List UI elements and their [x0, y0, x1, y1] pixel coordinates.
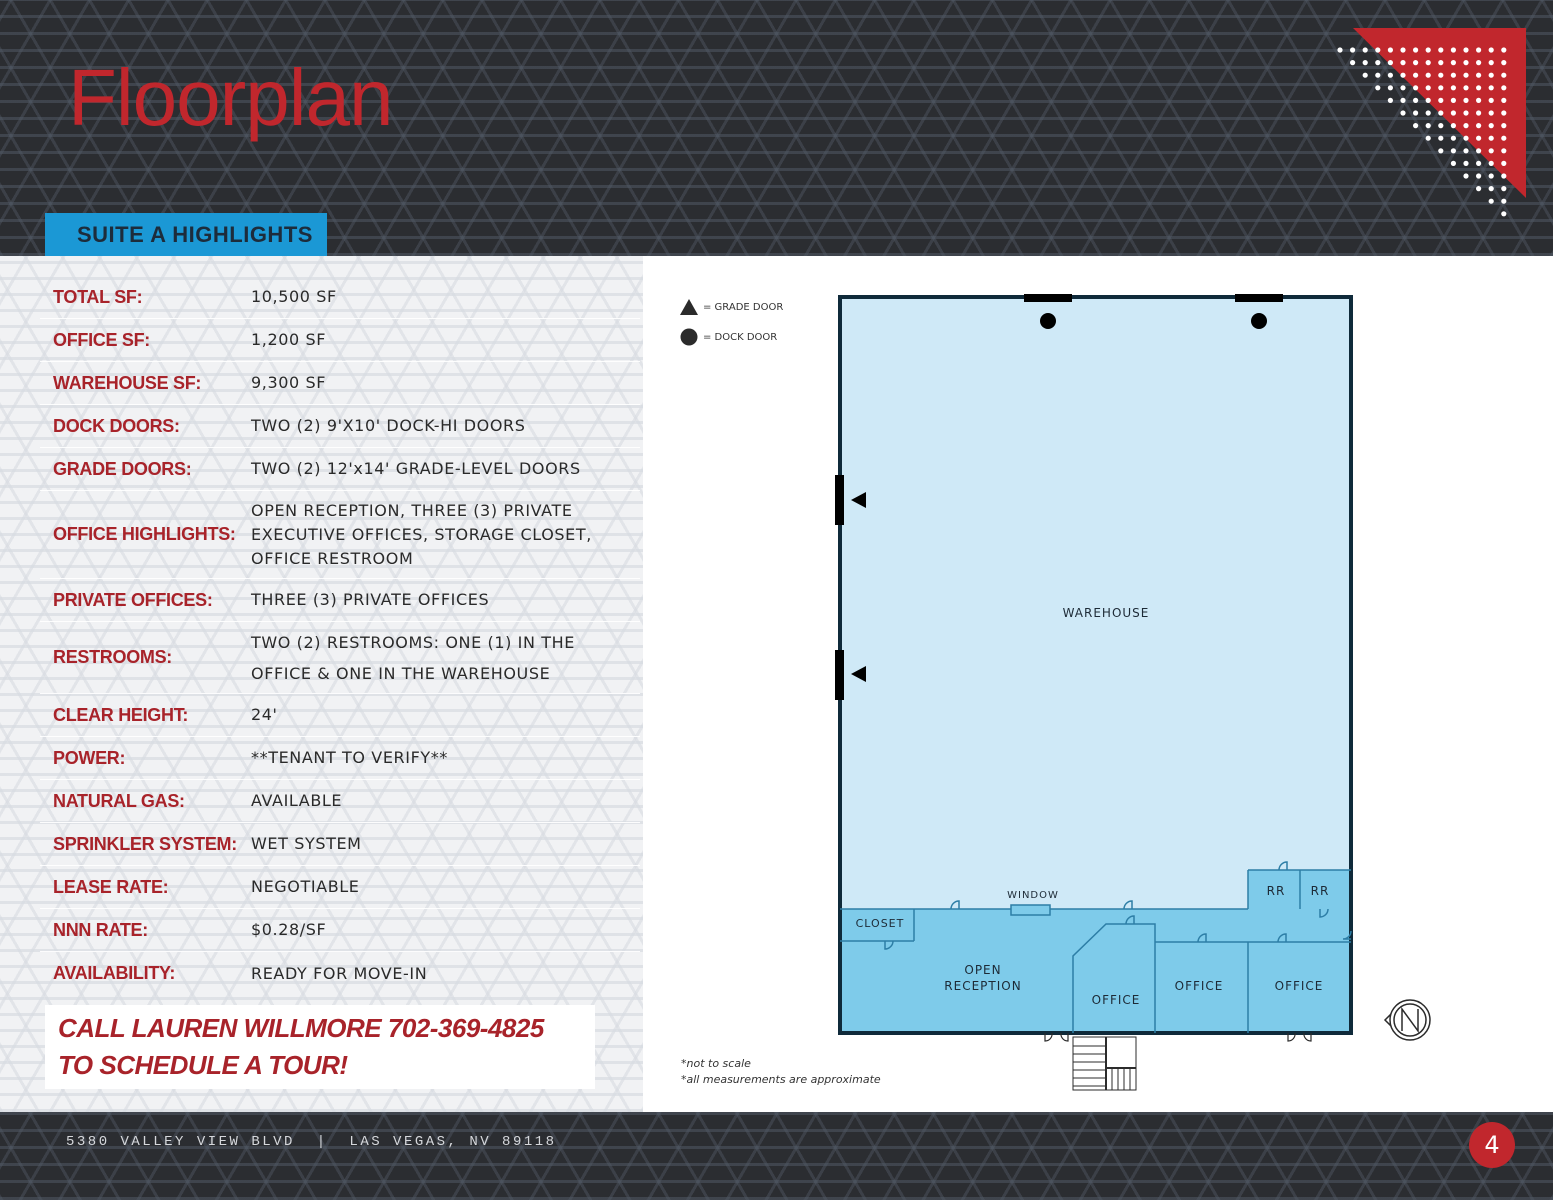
legend-dock-door-text: = DOCK DOOR	[703, 331, 778, 343]
highlight-label: OFFICE HIGHLIGHTS:	[53, 524, 236, 544]
highlight-row-grade-doors	[40, 448, 640, 491]
section-badge-label: SUITE A HIGHLIGHTS	[77, 221, 313, 247]
highlight-row-dock-doors	[40, 405, 640, 448]
room-label-restroom-1: RR	[1266, 884, 1286, 898]
highlight-value: OPEN RECEPTION, THREE (3) PRIVATE EXECUTIVE OFFICES, STORAGE CLOSET, OFFICE RESTROOM	[251, 500, 592, 568]
highlight-row-private-offices	[40, 579, 640, 622]
page-title: Floorplan	[68, 53, 393, 142]
highlight-value: **TENANT TO VERIFY**	[251, 748, 448, 767]
highlight-label: AVAILABILITY:	[53, 963, 176, 983]
room-label-open-reception	[933, 962, 1033, 994]
highlight-value: NEGOTIABLE	[251, 877, 360, 896]
section-badge	[45, 213, 327, 256]
note-approximate: *all measurements are approximate	[681, 1073, 881, 1086]
room-label-reception: RECEPTION	[944, 979, 1022, 993]
header-banner	[0, 0, 1553, 256]
highlight-label: NNN RATE:	[53, 919, 148, 940]
highlight-value: TWO (2) 9'X10' DOCK-HI DOORS	[251, 416, 526, 435]
highlight-value: 24'	[251, 705, 278, 724]
highlight-value: 10,500 SF	[251, 287, 337, 306]
highlight-value: TWO (2) RESTROOMS: ONE (1) IN THE OFFICE & ONE IN THE WAREHOUSE	[251, 632, 575, 683]
highlight-value: 9,300 SF	[251, 373, 327, 392]
highlight-row-total-sf	[40, 276, 640, 319]
cta-tour-line: TO SCHEDULE A TOUR!	[58, 1050, 348, 1080]
highlight-row-sprinkler	[40, 823, 640, 866]
call-to-action-box	[45, 1005, 595, 1089]
highlight-row-office-sf	[40, 319, 640, 362]
highlight-label: OFFICE SF:	[53, 329, 150, 350]
highlight-label: RESTROOMS:	[53, 647, 173, 667]
highlight-label: SPRINKLER SYSTEM:	[53, 833, 237, 854]
note-not-to-scale: *not to scale	[681, 1057, 751, 1070]
room-label-closet: CLOSET	[855, 917, 905, 930]
floorplan-drawing	[643, 256, 1553, 1112]
highlight-row-power	[40, 737, 640, 780]
room-label-office-2: OFFICE	[1174, 979, 1224, 993]
room-label-office-1: OFFICE	[1091, 993, 1141, 1007]
footer-bar	[0, 1112, 1553, 1200]
highlight-label: WAREHOUSE SF:	[53, 372, 202, 393]
room-label-restroom-2: RR	[1310, 884, 1330, 898]
highlight-label: DOCK DOORS:	[53, 415, 180, 436]
cta-phone-line: CALL LAUREN WILLMORE 702-369-4825	[58, 1013, 544, 1043]
floorplan-panel	[643, 256, 1553, 1112]
highlight-row-clear-height	[40, 694, 640, 737]
floorplan-notes	[681, 1056, 881, 1088]
corner-dot-triangle-graphic	[1330, 20, 1540, 230]
highlight-row-warehouse-sf	[40, 362, 640, 405]
legend-grade-door-text: = GRADE DOOR	[703, 301, 784, 313]
highlight-value: 1,200 SF	[251, 330, 327, 349]
room-label-warehouse: WAREHOUSE	[1062, 606, 1150, 620]
highlight-row-restrooms	[40, 622, 640, 694]
highlight-row-natural-gas	[40, 780, 640, 823]
highlight-label: CLEAR HEIGHT:	[53, 704, 189, 725]
highlight-label: POWER:	[53, 747, 126, 768]
highlight-label: NATURAL GAS:	[53, 790, 185, 811]
highlight-value: $0.28/SF	[251, 920, 327, 939]
highlight-value: READY FOR MOVE-IN	[251, 963, 428, 983]
north-arrow-icon	[1385, 1000, 1430, 1040]
highlight-row-lease-rate	[40, 866, 640, 909]
highlight-row-nnn-rate	[40, 909, 640, 952]
highlights-panel	[0, 256, 643, 1112]
footer-address: 5380 VALLEY VIEW BLVD | LAS VEGAS, NV 89118	[66, 1134, 557, 1150]
highlight-label: GRADE DOORS:	[53, 458, 192, 479]
highlight-value: WET SYSTEM	[251, 834, 362, 853]
room-label-open: OPEN	[964, 963, 1002, 977]
highlight-value: AVAILABLE	[251, 791, 343, 810]
highlight-row-availability	[40, 952, 640, 995]
room-label-office-3: OFFICE	[1274, 979, 1324, 993]
highlight-label: PRIVATE OFFICES:	[53, 589, 213, 610]
page-number-badge: 4	[1469, 1122, 1515, 1168]
highlight-value: TWO (2) 12'x14' GRADE-LEVEL DOORS	[251, 459, 581, 478]
highlight-row-office-highlights	[40, 491, 640, 579]
highlight-value: THREE (3) PRIVATE OFFICES	[251, 590, 490, 609]
room-label-window: WINDOW	[1007, 890, 1059, 901]
highlight-label: LEASE RATE:	[53, 876, 169, 897]
highlight-label: TOTAL SF:	[53, 286, 143, 307]
